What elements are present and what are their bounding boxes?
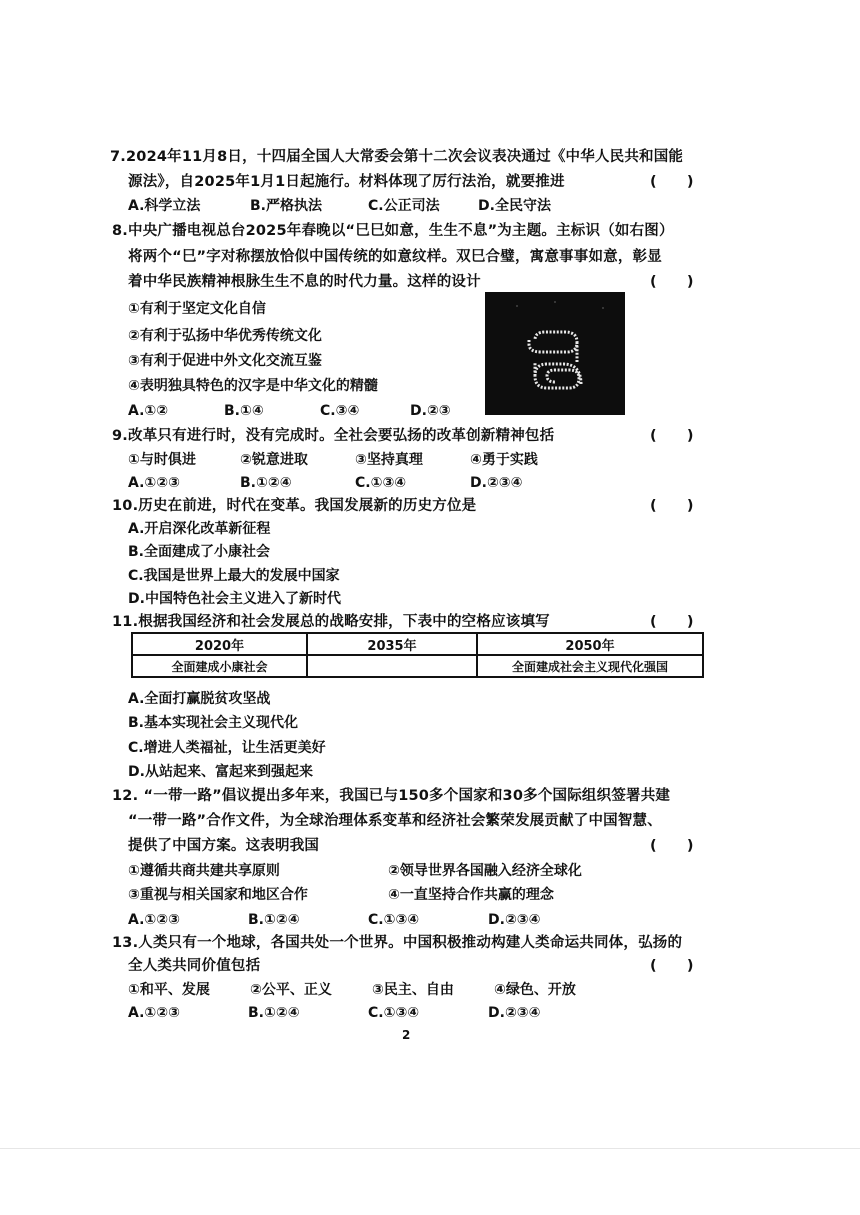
q12-option-b: B.①②④ (248, 912, 300, 928)
table-header-2035: 2035年 (307, 633, 477, 655)
q9-answer-bracket: ( ) (650, 428, 694, 444)
q9-option-d: D.②③④ (470, 475, 523, 491)
table-cell-2035-blank (307, 655, 477, 677)
q9-item-4: ④勇于实践 (470, 452, 538, 468)
q10-stem-line1: 10.历史在前进，时代在变革。我国发展新的历史方位是 (112, 498, 477, 514)
q7-stem-line1: 7.2024年11月8日，十四届全国人大常委会第十二次会议表决通过《中华人民共和国能 (110, 149, 684, 165)
q13-option-d: D.②③④ (488, 1005, 541, 1021)
q12-option-a: A.①②③ (128, 912, 180, 928)
q12-item-2: ②领导世界各国融入经济全球化 (388, 863, 582, 879)
q13-option-c: C.①③④ (368, 1005, 420, 1021)
q11-answer-bracket: ( ) (650, 614, 694, 630)
q12-option-d: D.②③④ (488, 912, 541, 928)
q9-stem-line1: 9.改革只有进行时，没有完成时。全社会要弘扬的改革创新精神包括 (112, 428, 555, 444)
q7-option-a: A.科学立法 (128, 198, 201, 214)
q11-option-a: A.全面打赢脱贫攻坚战 (128, 691, 271, 707)
strategy-table-header-row (132, 633, 703, 655)
q13-item-4: ④绿色、开放 (494, 982, 576, 998)
q10-answer-bracket: ( ) (650, 498, 694, 514)
q13-option-b: B.①②④ (248, 1005, 300, 1021)
q9-item-2: ②锐意进取 (240, 452, 308, 468)
q13-item-2: ②公平、正义 (250, 982, 332, 998)
q13-item-1: ①和平、发展 (128, 982, 210, 998)
q10-option-a: A.开启深化改革新征程 (128, 521, 271, 537)
q12-stem-line1: 12. “一带一路”倡议提出多年来，我国已与150多个国家和30多个国际组织签署共建 (112, 788, 671, 804)
q7-answer-bracket: ( ) (650, 174, 694, 190)
q8-item-1: ①有利于坚定文化自信 (128, 301, 266, 317)
q8-stem-line3: 着中华民族精神根脉生生不息的时代力量。这样的设计 (128, 274, 481, 290)
q8-stem-line1: 8.中央广播电视总台2025年春晚以“巳巳如意，生生不息”为主题。主标识（如右图） (112, 223, 674, 239)
q7-option-b: B.严格执法 (250, 198, 322, 214)
q7-option-c: C.公正司法 (368, 198, 440, 214)
q13-item-3: ③民主、自由 (372, 982, 454, 998)
q11-option-b: B.基本实现社会主义现代化 (128, 715, 298, 731)
q8-option-c: C.③④ (320, 403, 360, 419)
q8-answer-bracket: ( ) (650, 274, 694, 290)
page-number: 2 (402, 1028, 411, 1042)
q13-stem-line1: 13.人类只有一个地球，各国共处一个世界。中国积极推动构建人类命运共同体，弘扬的 (112, 935, 683, 951)
q8-option-b: B.①④ (224, 403, 264, 419)
q12-stem-line3: 提供了中国方案。这表明我国 (128, 838, 320, 854)
table-cell-2020: 全面建成小康社会 (132, 655, 307, 677)
q7-option-d: D.全民守法 (478, 198, 551, 214)
q8-stem-line2: 将两个“巳”字对称摆放恰似中国传统的如意纹样。双巳合璧，寓意事事如意，彰显 (128, 249, 662, 265)
q12-answer-bracket: ( ) (650, 838, 694, 854)
q12-item-1: ①遵循共商共建共享原则 (128, 863, 280, 879)
q13-answer-bracket: ( ) (650, 958, 694, 974)
q13-option-a: A.①②③ (128, 1005, 180, 1021)
q10-option-c: C.我国是世界上最大的发展中国家 (128, 568, 340, 584)
q11-option-c: C.增进人类福祉，让生活更美好 (128, 740, 326, 756)
q10-option-d: D.中国特色社会主义进入了新时代 (128, 591, 341, 607)
q8-item-2: ②有利于弘扬中华优秀传统文化 (128, 328, 322, 344)
strategy-table (131, 632, 704, 678)
q8-option-d: D.②③ (410, 403, 451, 419)
q7-stem-line2: 源法》，自2025年1月1日起施行。材料体现了厉行法治，就要推进 (128, 174, 565, 190)
q8-item-3: ③有利于促进中外文化交流互鉴 (128, 353, 322, 369)
strategy-table-row (132, 655, 703, 677)
q8-option-a: A.①② (128, 403, 169, 419)
q12-stem-line2: “一带一路”合作文件，为全球治理体系变革和经济社会繁荣发展贡献了中国智慧、 (128, 813, 662, 829)
q12-item-3: ③重视与相关国家和地区合作 (128, 887, 308, 903)
q8-item-4: ④表明独具特色的汉字是中华文化的精髓 (128, 378, 378, 394)
q13-stem-line2: 全人类共同价值包括 (128, 958, 261, 974)
q9-option-b: B.①②④ (240, 475, 292, 491)
table-header-2050: 2050年 (477, 633, 703, 655)
q9-item-3: ③坚持真理 (355, 452, 423, 468)
q12-item-4: ④一直坚持合作共赢的理念 (388, 887, 554, 903)
q11-stem-line1: 11.根据我国经济和社会发展总的战略安排，下表中的空格应该填写 (112, 614, 550, 630)
table-cell-2050: 全面建成社会主义现代化强国 (477, 655, 703, 677)
table-header-2020: 2020年 (132, 633, 307, 655)
q11-option-d: D.从站起来、富起来到强起来 (128, 764, 313, 780)
q9-option-a: A.①②③ (128, 475, 180, 491)
double-si-logo-icon (485, 292, 625, 415)
spring-gala-logo-image (485, 292, 625, 415)
q9-item-1: ①与时俱进 (128, 452, 196, 468)
q9-option-c: C.①③④ (355, 475, 407, 491)
q10-option-b: B.全面建成了小康社会 (128, 544, 270, 560)
q12-option-c: C.①③④ (368, 912, 420, 928)
